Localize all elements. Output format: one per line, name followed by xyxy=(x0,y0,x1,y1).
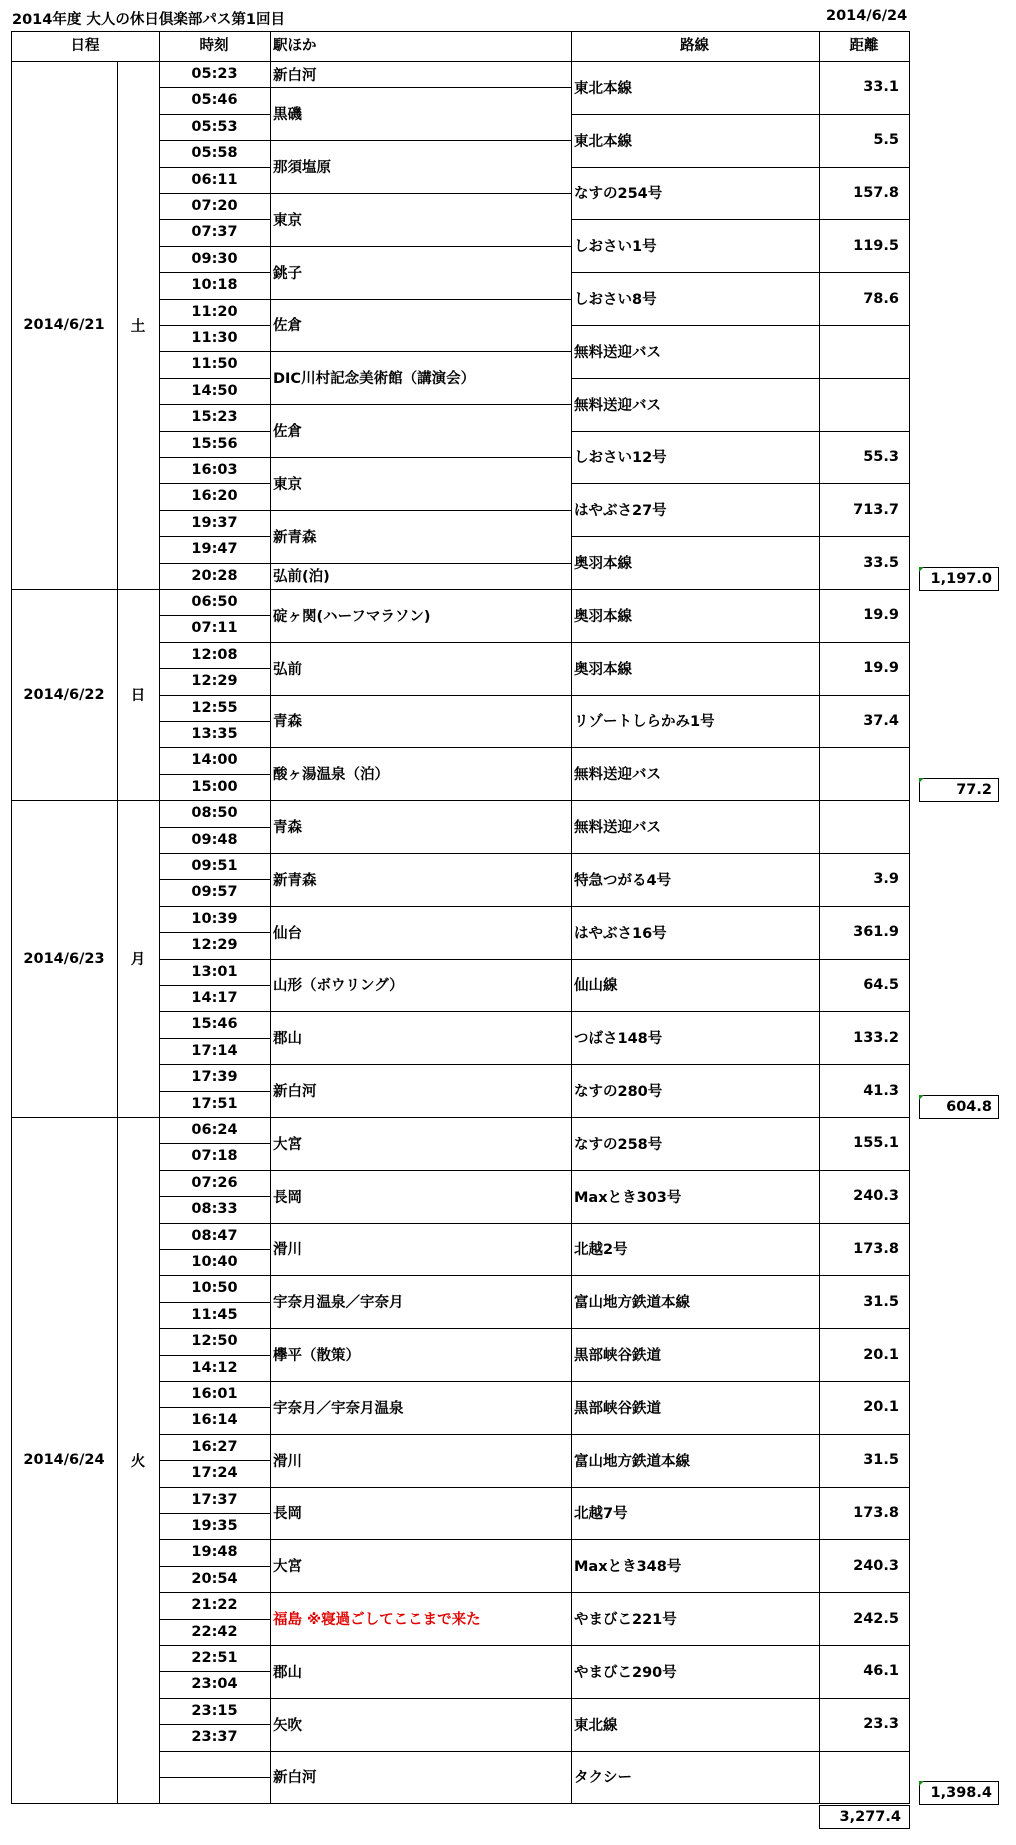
time-cell: 06:11 xyxy=(191,171,238,188)
day-weekday: 火 xyxy=(130,1453,146,1470)
route-line: 黒部峡谷鉄道 xyxy=(574,1348,661,1365)
station-cell: 酸ヶ湯温泉（泊） xyxy=(273,767,389,784)
time-cell: 21:22 xyxy=(191,1597,238,1614)
route-line: 無料送迎バス xyxy=(574,767,661,784)
comment-marker xyxy=(919,778,924,783)
station-cell: 郡山 xyxy=(273,1664,302,1681)
time-cell: 05:53 xyxy=(191,118,238,135)
station-cell: 矢吹 xyxy=(273,1717,302,1734)
station-cell: 新白河 xyxy=(273,1770,317,1787)
station-cell: 青森 xyxy=(273,820,302,837)
route-distance: 64.5 xyxy=(863,976,899,993)
station-cell: 新青森 xyxy=(273,872,317,889)
station-cell: 青森 xyxy=(273,714,302,731)
route-line: はやぶさ16号 xyxy=(574,925,667,942)
time-cell: 09:48 xyxy=(191,831,238,848)
grid-line xyxy=(11,1803,910,1804)
route-distance: 173.8 xyxy=(853,1240,899,1257)
route-distance: 23.3 xyxy=(863,1716,899,1733)
day-subtotal: 604.8 xyxy=(919,1095,999,1119)
time-cell xyxy=(159,1777,270,1803)
route-line: 富山地方鉄道本線 xyxy=(574,1453,690,1470)
time-cell: 17:14 xyxy=(191,1042,238,1059)
route-line: 奥羽本線 xyxy=(574,661,632,678)
route-line: 東北本線 xyxy=(574,80,632,97)
route-distance: 157.8 xyxy=(853,184,899,201)
itinerary-table xyxy=(11,31,992,1826)
time-cell: 05:23 xyxy=(191,66,238,82)
time-cell: 14:00 xyxy=(191,752,238,769)
time-cell: 09:51 xyxy=(191,858,238,874)
time-cell: 15:56 xyxy=(191,435,238,452)
day-subtotal: 1,197.0 xyxy=(919,567,999,591)
time-cell: 12:29 xyxy=(191,937,238,954)
route-line: Maxとき348号 xyxy=(574,1559,682,1576)
station-cell: 欅平（散策） xyxy=(273,1348,360,1365)
route-distance: 5.5 xyxy=(873,132,899,149)
comment-marker xyxy=(919,1781,924,1786)
time-cell: 17:39 xyxy=(191,1069,238,1086)
time-cell: 05:58 xyxy=(191,145,238,162)
route-line: 北越2号 xyxy=(574,1242,628,1259)
time-cell: 19:35 xyxy=(191,1518,238,1534)
time-cell: 07:18 xyxy=(191,1148,238,1165)
route-distance: 41.3 xyxy=(863,1082,899,1099)
route-distance: 33.1 xyxy=(863,79,899,96)
time-cell: 12:08 xyxy=(191,646,238,663)
day-weekday: 月 xyxy=(130,952,146,969)
comment-marker xyxy=(919,1095,924,1100)
route-line: Maxとき303号 xyxy=(574,1189,682,1206)
route-distance xyxy=(819,1751,899,1804)
grand-total: 3,277.4 xyxy=(819,1805,910,1829)
route-line: 奥羽本線 xyxy=(574,608,632,625)
route-line: 東北線 xyxy=(574,1717,618,1734)
station-cell: 新青森 xyxy=(273,529,317,546)
route-distance: 46.1 xyxy=(863,1663,899,1680)
day-weekday: 土 xyxy=(130,318,146,335)
route-distance: 240.3 xyxy=(853,1557,899,1574)
time-cell: 14:50 xyxy=(191,382,238,399)
day-date: 2014/6/22 xyxy=(23,686,105,703)
day-date: 2014/6/24 xyxy=(23,1452,105,1469)
station-cell: 佐倉 xyxy=(273,318,302,335)
route-distance: 37.4 xyxy=(863,712,899,729)
route-distance: 31.5 xyxy=(863,1452,899,1469)
station-cell: 山形（ボウリング） xyxy=(273,978,404,995)
station-cell: 新白河 xyxy=(273,67,317,84)
route-distance: 55.3 xyxy=(863,448,899,465)
time-cell: 17:37 xyxy=(191,1491,238,1508)
station-cell: 滑川 xyxy=(273,1242,302,1259)
route-distance: 20.1 xyxy=(863,1346,899,1363)
route-line: タクシー xyxy=(574,1770,632,1787)
route-distance: 20.1 xyxy=(863,1399,899,1416)
time-cell: 15:00 xyxy=(191,778,238,795)
station-cell: 那須塩原 xyxy=(273,160,331,177)
page-title: 2014年度 大人の休日倶楽部パス第1回目 xyxy=(12,12,285,28)
time-cell: 06:24 xyxy=(191,1122,238,1138)
route-line: 無料送迎バス xyxy=(574,397,661,414)
time-cell: 23:37 xyxy=(191,1729,238,1746)
time-cell: 14:12 xyxy=(191,1359,238,1376)
route-line: なすの254号 xyxy=(574,186,663,203)
time-cell: 23:04 xyxy=(191,1676,238,1693)
station-cell: 弘前(泊) xyxy=(273,569,330,586)
time-cell xyxy=(159,1751,270,1777)
station-cell: 弘前 xyxy=(273,661,302,678)
station-cell: 長岡 xyxy=(273,1506,302,1523)
grid-line xyxy=(571,31,572,1803)
time-cell: 07:37 xyxy=(191,224,238,241)
header-line: 路線 xyxy=(680,38,709,54)
time-cell: 10:50 xyxy=(191,1280,238,1297)
time-cell: 17:24 xyxy=(191,1465,238,1482)
time-cell: 20:54 xyxy=(191,1570,238,1587)
route-distance xyxy=(819,747,899,800)
time-cell: 09:30 xyxy=(191,250,238,267)
route-distance: 242.5 xyxy=(853,1610,899,1627)
header-distance: 距離 xyxy=(849,38,879,54)
station-cell: 滑川 xyxy=(273,1453,302,1470)
time-cell: 20:28 xyxy=(191,567,238,584)
station-cell: 仙台 xyxy=(273,925,302,942)
route-line: リゾートしらかみ1号 xyxy=(574,714,715,731)
route-line: しおさい12号 xyxy=(574,450,667,467)
grid-line xyxy=(11,31,909,32)
station-cell-highlight: 福島 ※寝過ごしてここまで来た xyxy=(273,1612,481,1629)
station-cell: 佐倉 xyxy=(273,424,302,441)
time-cell: 08:50 xyxy=(191,805,238,822)
time-cell: 07:11 xyxy=(191,620,238,637)
route-line: 仙山線 xyxy=(574,978,618,995)
time-cell: 14:17 xyxy=(191,990,238,1006)
station-cell: 郡山 xyxy=(273,1031,302,1048)
route-line: しおさい8号 xyxy=(574,292,657,309)
route-line: 富山地方鉄道本線 xyxy=(574,1295,690,1312)
route-line: しおさい1号 xyxy=(574,239,657,256)
route-distance: 19.9 xyxy=(863,660,899,677)
header-station: 駅ほか xyxy=(273,38,317,54)
time-cell: 10:18 xyxy=(191,277,238,294)
route-distance: 155.1 xyxy=(853,1135,899,1152)
day-subtotal: 1,398.4 xyxy=(919,1781,999,1805)
route-distance: 173.8 xyxy=(853,1504,899,1521)
time-cell: 13:01 xyxy=(191,963,238,980)
route-distance: 3.9 xyxy=(873,871,899,888)
station-cell: 大宮 xyxy=(273,1559,302,1576)
time-cell: 11:50 xyxy=(191,356,238,373)
time-cell: 17:51 xyxy=(191,1095,238,1112)
route-distance: 361.9 xyxy=(853,924,899,941)
time-cell: 08:47 xyxy=(191,1227,238,1244)
time-cell: 13:35 xyxy=(191,726,238,742)
route-distance: 78.6 xyxy=(863,290,899,307)
route-distance: 31.5 xyxy=(863,1293,899,1310)
station-cell: 新白河 xyxy=(273,1084,317,1101)
header-time: 時刻 xyxy=(199,38,229,54)
day-date: 2014/6/23 xyxy=(23,950,105,967)
route-distance: 119.5 xyxy=(853,237,899,254)
station-cell: 碇ヶ関(ハーフマラソン) xyxy=(273,608,431,625)
grid-line xyxy=(909,31,910,1803)
time-cell: 10:39 xyxy=(191,910,238,927)
route-line: はやぶさ27号 xyxy=(574,503,667,520)
route-line: 黒部峡谷鉄道 xyxy=(574,1400,661,1417)
route-distance: 33.5 xyxy=(863,554,899,571)
station-cell: 宇奈月／宇奈月温泉 xyxy=(273,1400,404,1417)
time-cell: 19:47 xyxy=(191,541,238,558)
station-cell: 大宮 xyxy=(273,1136,302,1153)
time-cell: 07:26 xyxy=(191,1174,238,1191)
time-cell: 16:27 xyxy=(191,1438,238,1455)
station-cell: 黒磯 xyxy=(273,107,302,124)
route-distance xyxy=(819,325,899,378)
station-cell: 銚子 xyxy=(273,265,302,282)
time-cell: 22:51 xyxy=(191,1650,238,1666)
route-distance: 713.7 xyxy=(853,501,899,518)
route-line: やまびこ221号 xyxy=(574,1612,677,1629)
route-line: なすの258号 xyxy=(574,1136,663,1153)
time-cell: 10:40 xyxy=(191,1254,238,1270)
time-cell: 08:33 xyxy=(191,1201,238,1218)
time-cell: 16:14 xyxy=(191,1412,238,1429)
route-distance xyxy=(819,378,899,431)
comment-marker xyxy=(919,567,924,572)
time-cell: 07:20 xyxy=(191,198,238,214)
time-cell: 12:50 xyxy=(191,1333,238,1350)
route-distance: 240.3 xyxy=(853,1188,899,1205)
route-distance: 133.2 xyxy=(853,1029,899,1046)
grid-line xyxy=(270,31,271,1803)
time-cell: 11:30 xyxy=(191,330,238,346)
route-line: つばさ148号 xyxy=(574,1031,663,1048)
time-cell: 09:57 xyxy=(191,884,238,901)
station-cell: 長岡 xyxy=(273,1189,302,1206)
time-cell: 16:01 xyxy=(191,1386,238,1402)
route-line: 無料送迎バス xyxy=(574,344,661,361)
route-line: 奥羽本線 xyxy=(574,556,632,573)
time-cell: 05:46 xyxy=(191,92,238,109)
station-cell: 宇奈月温泉／宇奈月 xyxy=(273,1295,404,1312)
route-line: 北越7号 xyxy=(574,1506,628,1523)
header-date: 日程 xyxy=(70,38,100,54)
station-cell: DIC川村記念美術館（講演会） xyxy=(273,371,476,388)
day-weekday: 日 xyxy=(130,688,146,705)
time-cell: 12:29 xyxy=(191,673,238,690)
station-cell: 東京 xyxy=(273,212,302,229)
time-cell: 15:46 xyxy=(191,1016,238,1033)
time-cell: 16:20 xyxy=(191,488,238,505)
time-cell: 11:20 xyxy=(191,303,238,320)
route-line: 特急つがる4号 xyxy=(574,872,672,889)
time-cell: 19:37 xyxy=(191,514,238,531)
time-cell: 22:42 xyxy=(191,1623,238,1640)
route-line: やまびこ290号 xyxy=(574,1664,677,1681)
time-cell: 16:03 xyxy=(191,462,238,478)
route-distance xyxy=(819,800,899,853)
route-line: なすの280号 xyxy=(574,1084,663,1101)
day-subtotal: 77.2 xyxy=(919,778,999,802)
time-cell: 12:55 xyxy=(191,699,238,716)
day-date: 2014/6/21 xyxy=(23,317,105,333)
report-date: 2014/6/24 xyxy=(826,8,908,24)
time-cell: 15:23 xyxy=(191,409,238,426)
station-cell: 東京 xyxy=(273,476,302,493)
time-cell: 19:48 xyxy=(191,1544,238,1561)
time-cell: 11:45 xyxy=(191,1306,238,1323)
route-distance: 19.9 xyxy=(863,607,899,624)
time-cell: 23:15 xyxy=(191,1702,238,1719)
time-cell: 06:50 xyxy=(191,594,238,610)
route-line: 東北本線 xyxy=(574,133,632,150)
route-line: 無料送迎バス xyxy=(574,820,661,837)
